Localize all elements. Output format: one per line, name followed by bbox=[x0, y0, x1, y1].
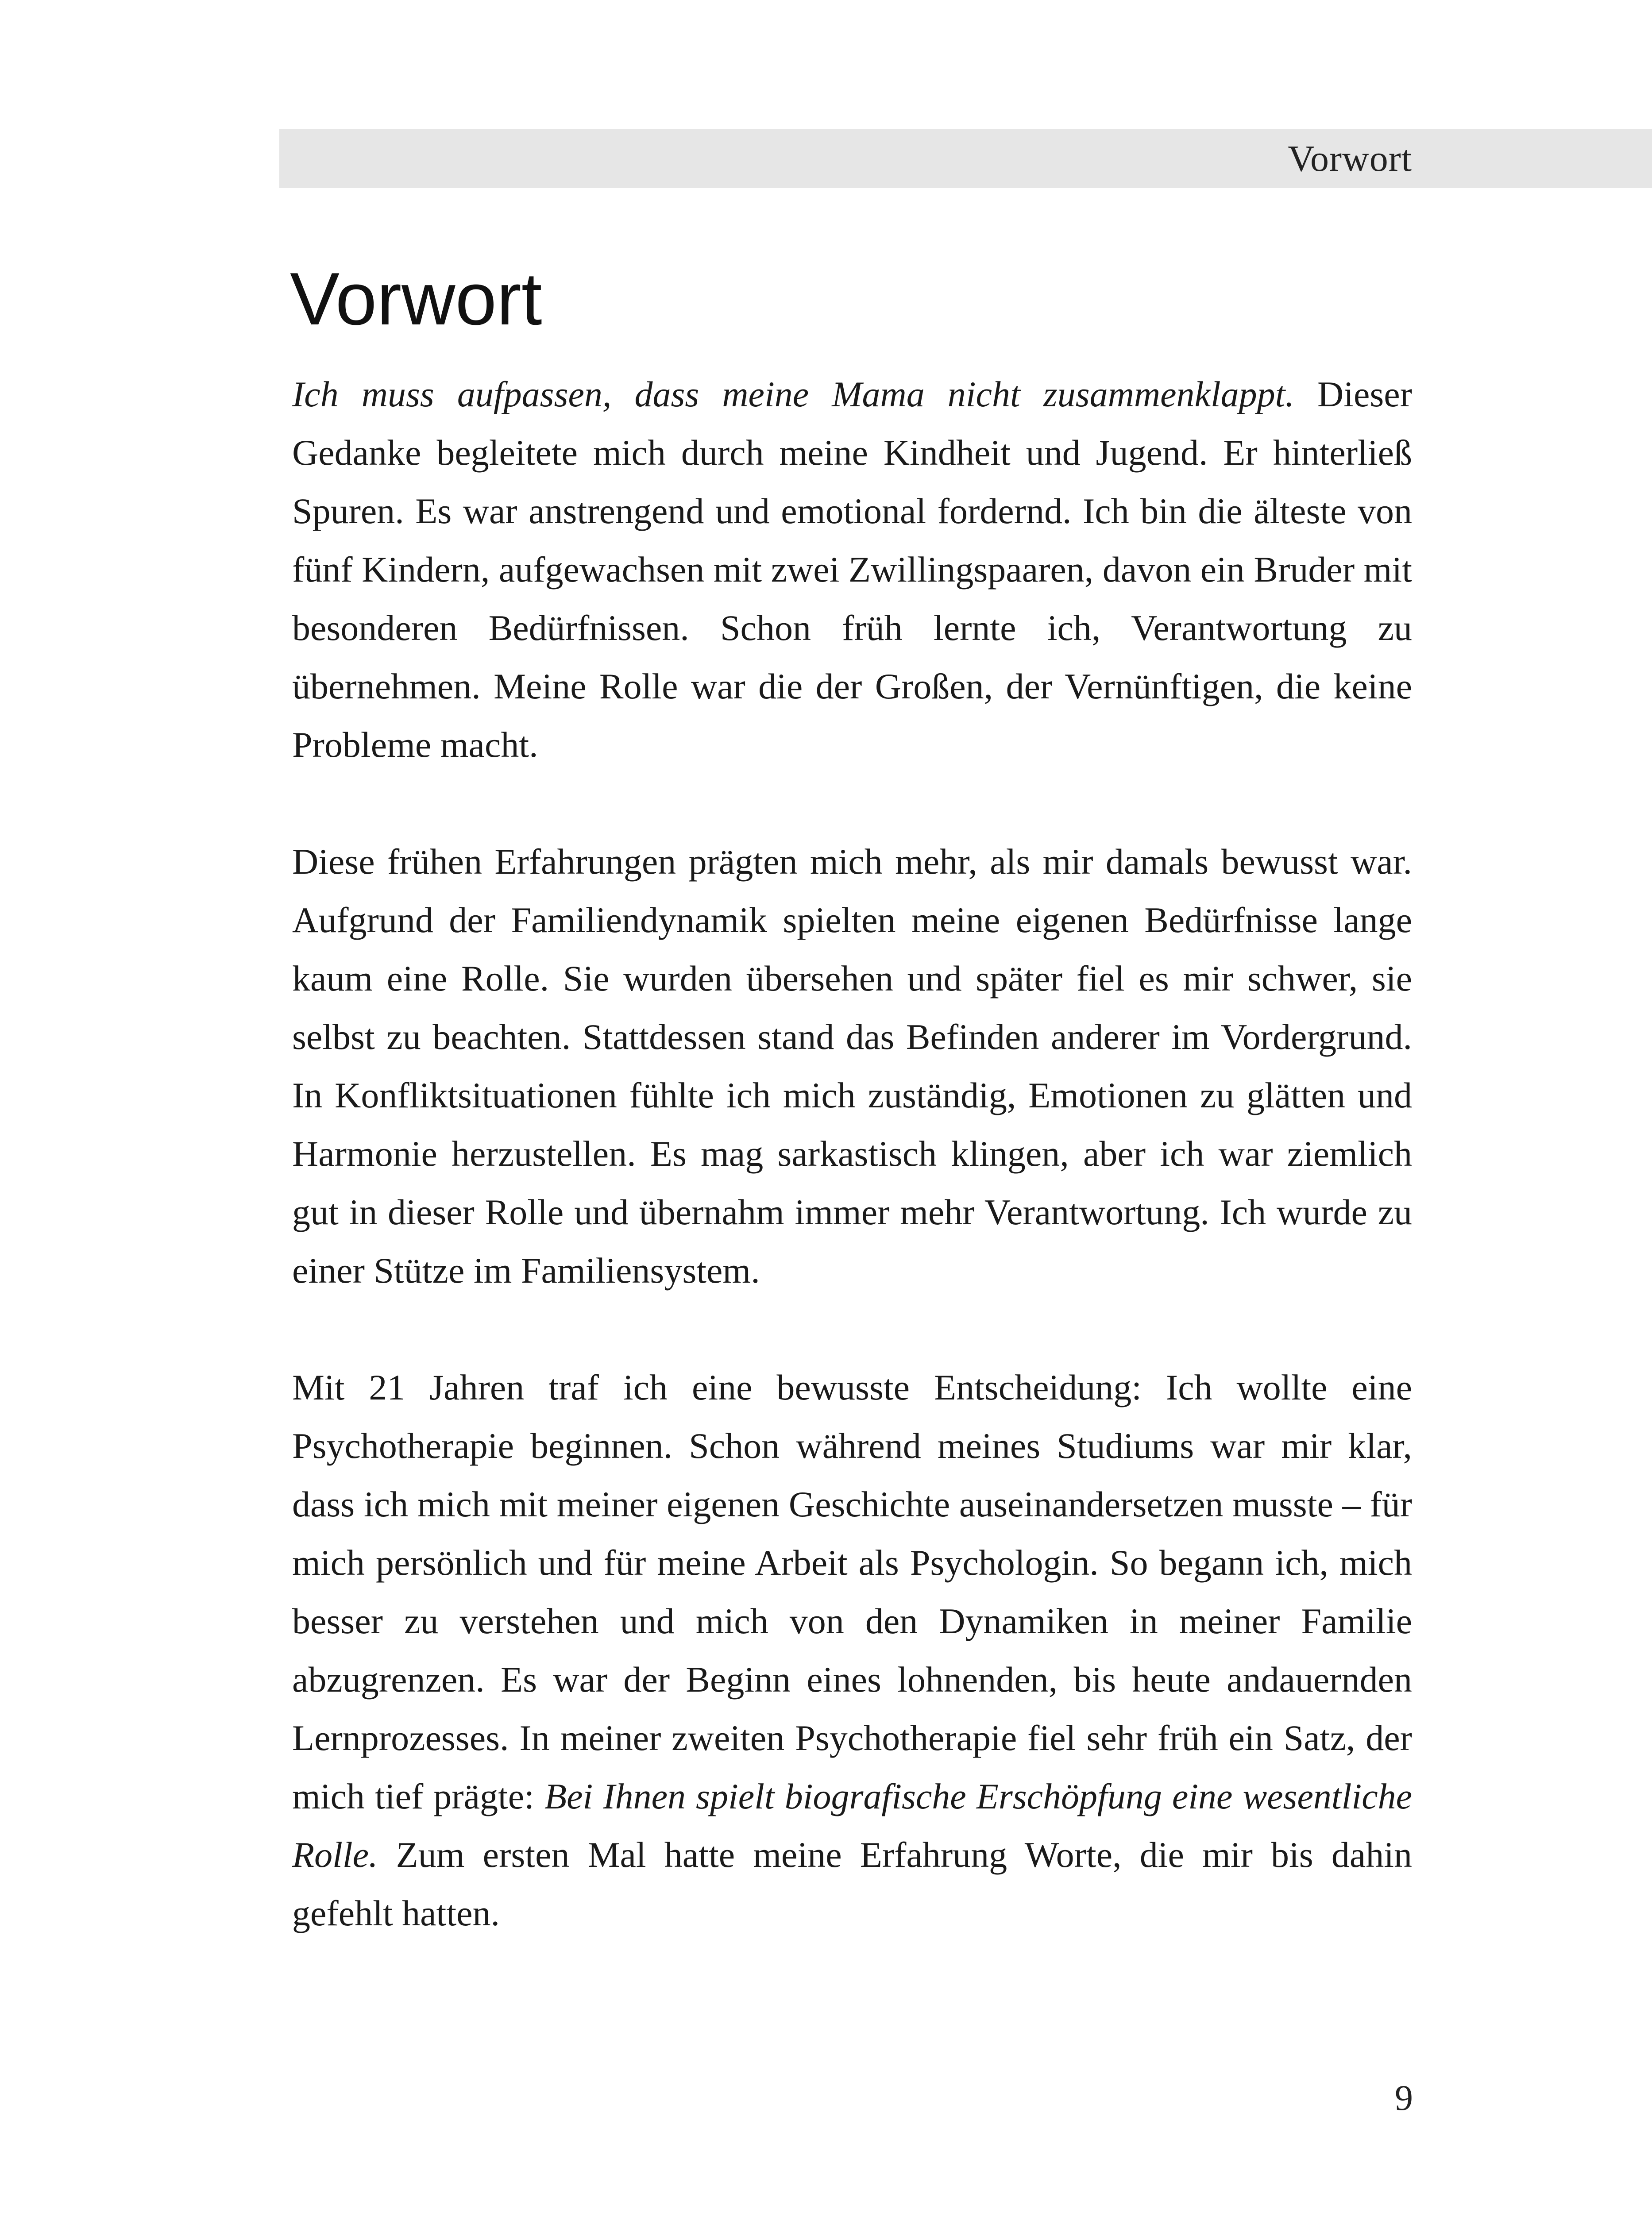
paragraph-2-text: Diese frühen Erfahrungen prägten mich mehr, als mir damals bewusst war. Aufgrund der Familiendynamik spielten meine eigenen Bedürfnisse lange kaum eine Rolle. Sie wurden übersehen und später fiel es mir schwer, sie selbst zu beachten. Stattdessen stand das Befinden anderer im Vordergrund. In Konfliktsituationen fühlte ich mich zuständig, Emotionen zu glätten und Harmonie herzustellen. Es mag sarkastisch klingen, aber ich war ziemlich gut in dieser Rolle und übernahm immer mehr Verantwortung. Ich wurde zu einer Stütze im Familiensystem. bbox=[292, 841, 1412, 1291]
page-number: 9 bbox=[1395, 2078, 1413, 2118]
opening-italic-thought: Ich muss aufpassen, dass meine Mama nicht zusammenklappt. bbox=[292, 374, 1294, 414]
body-text bbox=[292, 365, 1412, 1943]
italic-therapy-quote: Bei Ihnen spielt biografische Erschöpfung eine wesentliche Rolle. bbox=[292, 1776, 1412, 1875]
running-head-title: Vorwort bbox=[1288, 138, 1412, 179]
paragraph-3-text-before: Mit 21 Jahren traf ich eine bewusste Entscheidung: Ich wollte eine Psychotherapie beginnen. Schon während meines Studiums war mir klar, dass ich mich mit meiner eigenen Geschichte auseinandersetzen musste – für mich persönlich und für meine Arbeit als Psychologin. So begann ich, mich besser zu verstehen und mich von den Dynamiken in meiner Familie abzugrenzen. Es war der Beginn eines lohnenden, bis heute andauernden Lernprozesses. In meiner zweiten Psychotherapie fiel sehr früh ein Satz, der mich tief prägte: bbox=[292, 1367, 1412, 1816]
chapter-title: Vorwort bbox=[290, 257, 542, 340]
paragraph-3 bbox=[292, 1358, 1412, 1943]
paragraph-1-text: Dieser Gedanke begleitete mich durch meine Kindheit und Jugend. Er hinterließ Spuren. Es war anstrengend und emotional fordernd. Ich bin die älteste von fünf Kindern, aufgewachsen mit zwei Zwillingspaaren, davon ein Bruder mit besonderen Bedürfnissen. Schon früh lernte ich, Verantwortung zu übernehmen. Meine Rolle war die der Großen, der Vernünftigen, die keine Probleme macht. bbox=[292, 374, 1412, 765]
paragraph-2 bbox=[292, 833, 1412, 1300]
paragraph-1 bbox=[292, 365, 1412, 774]
running-header-bar bbox=[279, 129, 1652, 188]
paragraph-3-text-after: Zum ersten Mal hatte meine Erfahrung Worte, die mir bis dahin gefehlt hatten. bbox=[292, 1835, 1412, 1933]
